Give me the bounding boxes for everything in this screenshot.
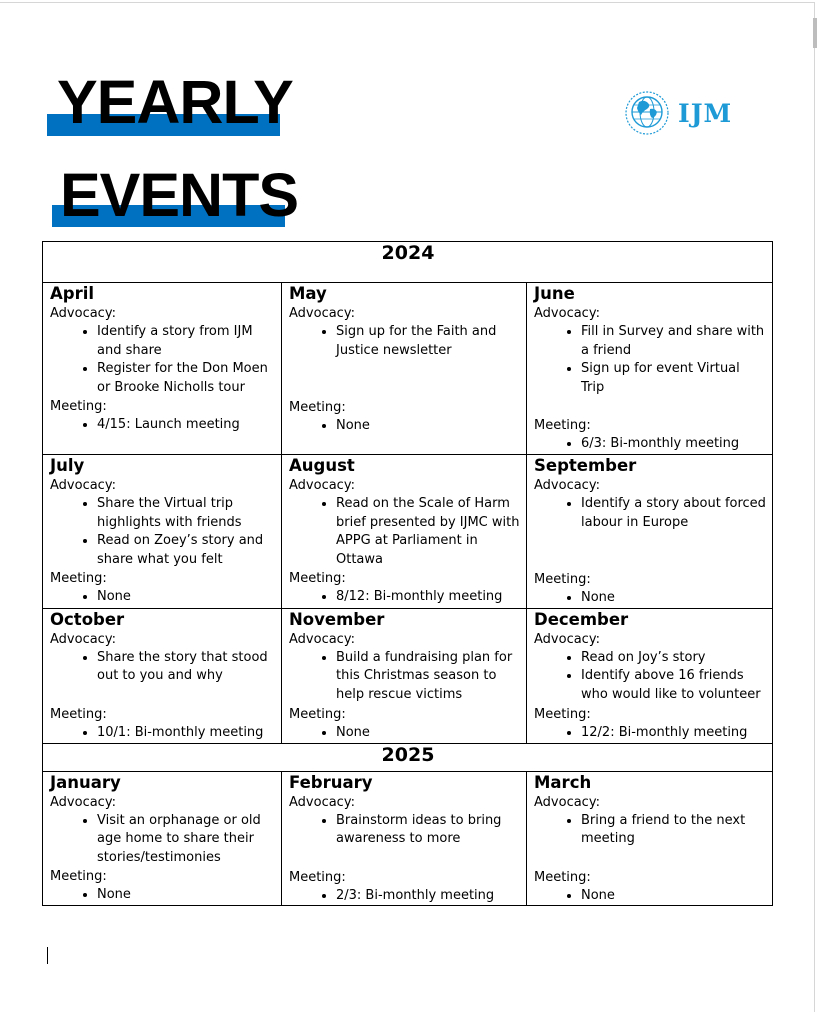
advocacy-list xyxy=(50,323,275,397)
list-item: • Brainstorm ideas to bring awareness to more xyxy=(336,812,520,849)
year-header-2024: 2024 xyxy=(43,242,773,283)
list-item: • None xyxy=(336,417,520,436)
list-item: • Visit an orphanage or old age home to share their stories/testimonies xyxy=(97,812,275,868)
list-item: • Build a fundraising plan for this Christmas season to help rescue victims xyxy=(336,649,520,705)
meeting-list xyxy=(50,588,275,607)
advocacy-label: Advocacy: xyxy=(534,794,600,810)
month-name: April xyxy=(50,284,95,303)
blank-line xyxy=(534,551,766,570)
list-item: • Read on Zoey’s story and share what you felt xyxy=(97,532,275,569)
text-cursor[interactable] xyxy=(47,947,48,964)
month-cell-november xyxy=(282,608,527,743)
blank-line xyxy=(50,686,275,705)
blank-line xyxy=(534,532,766,551)
advocacy-list xyxy=(534,649,766,705)
advocacy-list xyxy=(50,649,275,686)
advocacy-list xyxy=(534,323,766,397)
meeting-label: Meeting: xyxy=(534,418,591,434)
advocacy-label: Advocacy: xyxy=(534,477,600,493)
advocacy-label: Advocacy: xyxy=(50,306,116,321)
list-item: • 8/12: Bi-monthly meeting xyxy=(336,588,520,607)
advocacy-label: Advocacy: xyxy=(50,477,116,493)
list-item: • 10/1: Bi-monthly meeting xyxy=(97,724,275,743)
advocacy-list xyxy=(289,812,520,849)
meeting-label: Meeting: xyxy=(534,706,591,722)
month-cell-february xyxy=(282,771,527,906)
advocacy-label: Advocacy: xyxy=(50,794,116,810)
year-header-2025: 2025 xyxy=(43,743,773,771)
list-item: • Fill in Survey and share with a friend xyxy=(581,323,766,360)
list-item: • Register for the Don Moen or Brooke Nicholls tour xyxy=(97,360,275,397)
list-item: • Read on the Scale of Harm brief presented by IJMC with APPG at Parliament in Ottawa xyxy=(336,495,520,569)
meeting-label: Meeting: xyxy=(289,706,346,722)
meeting-list xyxy=(534,589,766,608)
advocacy-label: Advocacy: xyxy=(289,794,355,810)
meeting-list xyxy=(289,588,520,607)
month-cell-july xyxy=(43,454,282,608)
list-item: • 6/3: Bi-monthly meeting xyxy=(581,435,766,454)
meeting-label: Meeting: xyxy=(50,706,107,722)
list-item: • None xyxy=(581,887,766,906)
list-item: • Share the Virtual trip highlights with friends xyxy=(97,495,275,532)
meeting-label: Meeting: xyxy=(50,571,107,587)
month-name: March xyxy=(534,772,592,792)
month-name: September xyxy=(534,455,637,475)
meeting-label: Meeting: xyxy=(534,869,591,885)
advocacy-label: Advocacy: xyxy=(289,306,355,321)
advocacy-label: Advocacy: xyxy=(289,631,355,647)
table-row xyxy=(43,771,773,906)
month-name: June xyxy=(534,284,575,303)
list-item: • 4/15: Launch meeting xyxy=(97,416,275,435)
meeting-label: Meeting: xyxy=(50,399,107,415)
advocacy-list xyxy=(50,812,275,868)
list-item: • None xyxy=(336,724,520,743)
events-table xyxy=(42,241,773,906)
meeting-list xyxy=(534,435,766,454)
meeting-label: Meeting: xyxy=(534,572,591,588)
blank-line xyxy=(534,849,766,868)
meeting-label: Meeting: xyxy=(289,571,346,587)
page-edge-top xyxy=(0,2,814,3)
advocacy-label: Advocacy: xyxy=(289,477,355,493)
blank-line xyxy=(534,397,766,416)
ijm-logo xyxy=(622,90,732,136)
month-cell-april xyxy=(43,283,282,455)
month-cell-january xyxy=(43,771,282,906)
advocacy-label: Advocacy: xyxy=(50,631,116,647)
list-item: • Share the story that stood out to you and why xyxy=(97,649,275,686)
advocacy-list xyxy=(289,649,520,705)
advocacy-list xyxy=(534,495,766,532)
meeting-list xyxy=(50,416,275,435)
month-name: February xyxy=(289,772,373,792)
meeting-label: Meeting: xyxy=(289,869,346,885)
list-item: • Read on Joy’s story xyxy=(581,649,766,668)
blank-line xyxy=(289,360,520,379)
blank-line xyxy=(289,379,520,398)
meeting-label: Meeting: xyxy=(50,869,107,885)
meeting-list xyxy=(50,886,275,905)
list-item: • None xyxy=(97,588,275,607)
list-item: • None xyxy=(97,886,275,905)
month-cell-march xyxy=(527,771,773,906)
meeting-list xyxy=(534,724,766,743)
table-row xyxy=(43,454,773,608)
month-name: November xyxy=(289,609,385,629)
logo-wordmark: IJM xyxy=(678,98,733,128)
list-item: • None xyxy=(581,589,766,608)
advocacy-list xyxy=(289,323,520,360)
advocacy-list xyxy=(50,495,275,569)
list-item: • Identify a story from IJM and share xyxy=(97,323,275,360)
month-cell-october xyxy=(43,608,282,743)
meeting-list xyxy=(289,417,520,436)
month-name: July xyxy=(50,455,85,475)
advocacy-label: Advocacy: xyxy=(534,306,600,321)
page-title-line-2: EVENTS xyxy=(60,161,299,229)
month-cell-may xyxy=(282,283,527,455)
month-name: December xyxy=(534,609,629,629)
month-cell-september xyxy=(527,454,773,608)
month-cell-august xyxy=(282,454,527,608)
advocacy-label: Advocacy: xyxy=(534,631,600,647)
list-item: • Sign up for event Virtual Trip xyxy=(581,360,766,397)
list-item: • Sign up for the Faith and Justice newsletter xyxy=(336,323,520,360)
month-name: October xyxy=(50,609,125,629)
meeting-label: Meeting: xyxy=(289,400,346,416)
meeting-list xyxy=(50,724,275,743)
meeting-list xyxy=(289,887,520,906)
meeting-list xyxy=(289,724,520,743)
advocacy-list xyxy=(289,495,520,569)
scroll-handle[interactable] xyxy=(813,18,817,48)
meeting-list xyxy=(534,887,766,906)
page-edge-right xyxy=(814,2,815,1012)
month-cell-december xyxy=(527,608,773,743)
globe-emblem-icon xyxy=(622,90,672,136)
table-row xyxy=(43,608,773,743)
advocacy-list xyxy=(534,812,766,849)
list-item: • Bring a friend to the next meeting xyxy=(581,812,766,849)
month-name: January xyxy=(50,772,121,792)
list-item: • Identify above 16 friends who would like to volunteer xyxy=(581,667,766,704)
month-name: August xyxy=(289,455,355,475)
page-title-line-1: YEARLY xyxy=(57,68,293,136)
blank-line xyxy=(289,849,520,868)
list-item: • 12/2: Bi-monthly meeting xyxy=(581,724,766,743)
list-item: • Identify a story about forced labour in Europe xyxy=(581,495,766,532)
list-item: • 2/3: Bi-monthly meeting xyxy=(336,887,520,906)
month-name: May xyxy=(289,284,327,303)
table-row xyxy=(43,283,773,455)
month-cell-june xyxy=(527,283,773,455)
